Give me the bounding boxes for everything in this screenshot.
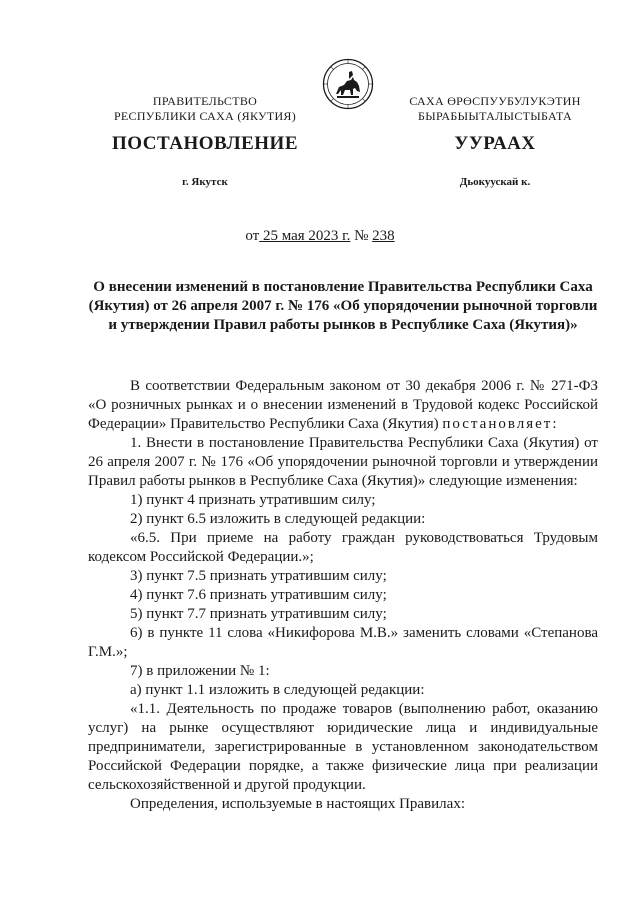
coat-of-arms-icon	[322, 58, 374, 110]
body-paragraph: 2) пункт 6.5 изложить в следующей редакции:	[130, 511, 426, 527]
city-ru: г. Якутск	[182, 176, 228, 188]
intro-paragraph	[88, 377, 598, 434]
header-left-line2: РЕСПУБЛИКИ САХА (ЯКУТИЯ)	[113, 109, 297, 123]
body-paragraph: «6.5. При приеме на работу граждан руководствоваться Трудовым кодексом Российской Федерации.»;	[88, 530, 598, 565]
doc-type-title-sah: УУРААХ	[454, 133, 536, 154]
body-paragraph: 4) пункт 7.6 признать утратившим силу;	[130, 587, 387, 603]
doc-type-title-ru: ПОСТАНОВЛЕНИЕ	[111, 133, 299, 154]
header-right	[390, 94, 600, 124]
header-right-line1: САХА ӨРӨСПУУБУЛУКЭТИН	[409, 94, 581, 108]
decree-body	[88, 377, 598, 814]
header-left-line1: ПРАВИТЕЛЬСТВО	[152, 94, 258, 108]
header-left	[100, 94, 310, 124]
number-label: №	[350, 228, 373, 244]
body-paragraph: 3) пункт 7.5 признать утратившим силу;	[130, 568, 387, 584]
header-right-line2: БЫРАБЫЫТАЛЫСТЫБАТА	[418, 109, 572, 123]
body-paragraph: а) пункт 1.1 изложить в следующей редакции:	[130, 682, 425, 698]
body-paragraph: Определения, используемые в настоящих Правилах:	[130, 796, 465, 812]
body-paragraph: «1.1. Деятельность по продаже товаров (выполнению работ, оказанию услуг) на рынке осуществляют юридические лица и индивидуальные предприниматели, зарегистрированные в установленном законодательством Российской Федерации порядке, а также физические лица при реализации сельскохозяйственной и другой продукции.	[88, 701, 598, 793]
decree-date-line	[0, 228, 640, 245]
body-paragraph: 1) пункт 4 признать утратившим силу;	[130, 492, 376, 508]
intro-text: В соответствии Федеральным законом от 30 декабря 2006 г. № 271-ФЗ «О розничных рынках и о внесении изменений в Трудовой кодекс Российской Федерации» Правительство Республики Саха (Якутия)	[88, 378, 598, 432]
decree-word: постановляет:	[442, 416, 559, 432]
date-prefix: от	[245, 228, 260, 244]
body-paragraph: 7) в приложении № 1:	[130, 663, 270, 679]
decree-subject: О внесении изменений в постановление Правительства Республики Саха (Якутия) от 26 апреля 2007 г. № 176 «Об упорядочении рыночной торговли и утверждении Правил работы рынков в Республике Саха (Якутия)»	[88, 279, 598, 333]
decree-number: 238	[372, 228, 395, 244]
city-sah: Дьокуускай к.	[459, 176, 531, 188]
decree-date: 25 мая 2023 г.	[259, 228, 351, 244]
body-paragraph: 5) пункт 7.7 признать утратившим силу;	[130, 606, 387, 622]
body-paragraph: 1. Внести в постановление Правительства Республики Саха (Якутия) от 26 апреля 2007 г. № 176 «Об упорядочении рыночной торговли и утверждении Правил работы рынков в Республике Саха (Якутия)» следующие изменения:	[88, 435, 598, 489]
body-paragraph: 6) в пункте 11 слова «Никифорова М.В.» заменить словами «Степанова Г.М.»;	[88, 625, 598, 660]
